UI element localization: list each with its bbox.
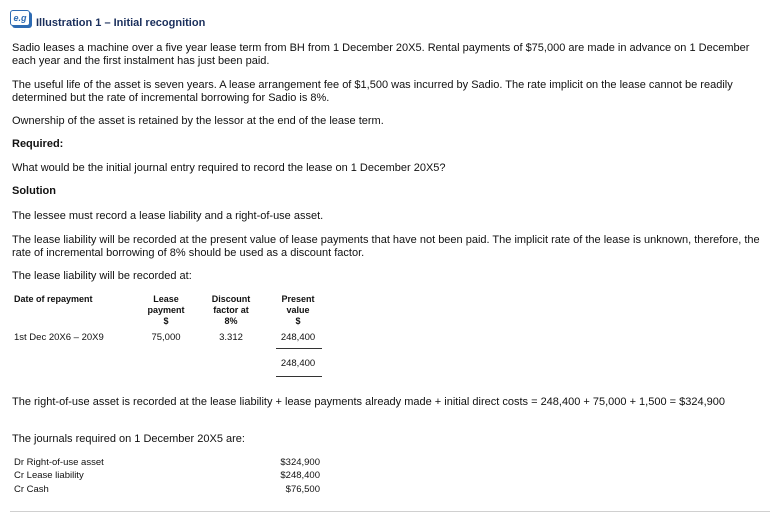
row-lease-payment: 75,000	[151, 332, 181, 343]
page-bottom-divider	[10, 511, 770, 512]
paragraph-ownership: Ownership of the asset is retained by the lessor at the end of the lease term.	[12, 115, 384, 127]
row-discount-factor: 3.312	[219, 332, 243, 343]
header-lease-payment	[138, 294, 194, 327]
illustration-title: Illustration 1 – Initial recognition	[36, 17, 206, 29]
header-discount-line1: Discount	[211, 294, 251, 304]
header-discount-line3: 8%	[224, 316, 238, 326]
example-icon-label: e.g	[13, 13, 27, 23]
solution-right-of-use: The right-of-use asset is recorded at the lease liability + lease payments already made + initial direct costs = 248,400 + 75,000 + 1,500 = $324,900	[12, 396, 725, 408]
total-present-value: 248,400	[280, 358, 316, 369]
paragraph-lease-terms: Sadio leases a machine over a five year lease term from BH from 1 December 20X5. Rental payments of $75,000 are made in advance on 1 December each year and the first instalment has just been paid.	[12, 42, 750, 67]
journal-amount-cr-lease-liability: $248,400	[280, 470, 320, 481]
solution-intro: The lessee must record a lease liability and a right-of-use asset.	[12, 210, 324, 222]
required-heading: Required:	[12, 138, 64, 150]
total-top-rule	[276, 348, 322, 349]
header-discount-factor	[203, 294, 259, 327]
solution-recorded-at: The lease liability will be recorded at:	[12, 270, 192, 282]
journal-amount-cr-cash: $76,500	[285, 484, 320, 495]
header-lease-payment-line1: Lease	[153, 294, 179, 304]
header-pv-line3: $	[295, 316, 301, 326]
header-pv-line1: Present	[281, 294, 315, 304]
paragraph-useful-life: The useful life of the asset is seven years. A lease arrangement fee of $1,500 was incurred by Sadio. The rate implicit on the lease cannot be readily determined but the rate of incremental borrowing for Sadio is 8%.	[12, 79, 733, 104]
solution-journals-intro: The journals required on 1 December 20X5 are:	[12, 433, 245, 445]
journal-label-cr-cash: Cr Cash	[14, 484, 49, 495]
solution-heading: Solution	[12, 185, 56, 197]
header-pv-line2: value	[286, 305, 310, 315]
solution-liability-explanation: The lease liability will be recorded at the present value of lease payments that have not been paid. The implicit rate of the lease is unknown, therefore, the rate of incremental borrowing of 8% should be used as a discount factor.	[12, 234, 760, 259]
header-present-value	[272, 294, 324, 327]
header-lease-payment-line3: $	[163, 316, 169, 326]
journal-label-dr-right-of-use: Dr Right-of-use asset	[14, 457, 104, 468]
header-lease-payment-line2: payment	[147, 305, 185, 315]
row-date: 1st Dec 20X6 – 20X9	[14, 332, 104, 343]
question-text: What would be the initial journal entry required to record the lease on 1 December 20X5?	[12, 162, 446, 174]
journal-label-cr-lease-liability: Cr Lease liability	[14, 470, 84, 481]
total-bottom-rule	[276, 376, 322, 377]
header-date-of-repayment: Date of repayment	[14, 294, 93, 304]
example-icon	[10, 10, 30, 26]
journal-amount-dr-right-of-use: $324,900	[280, 457, 320, 468]
row-present-value: 248,400	[280, 332, 316, 343]
header-discount-line2: factor at	[213, 305, 249, 315]
